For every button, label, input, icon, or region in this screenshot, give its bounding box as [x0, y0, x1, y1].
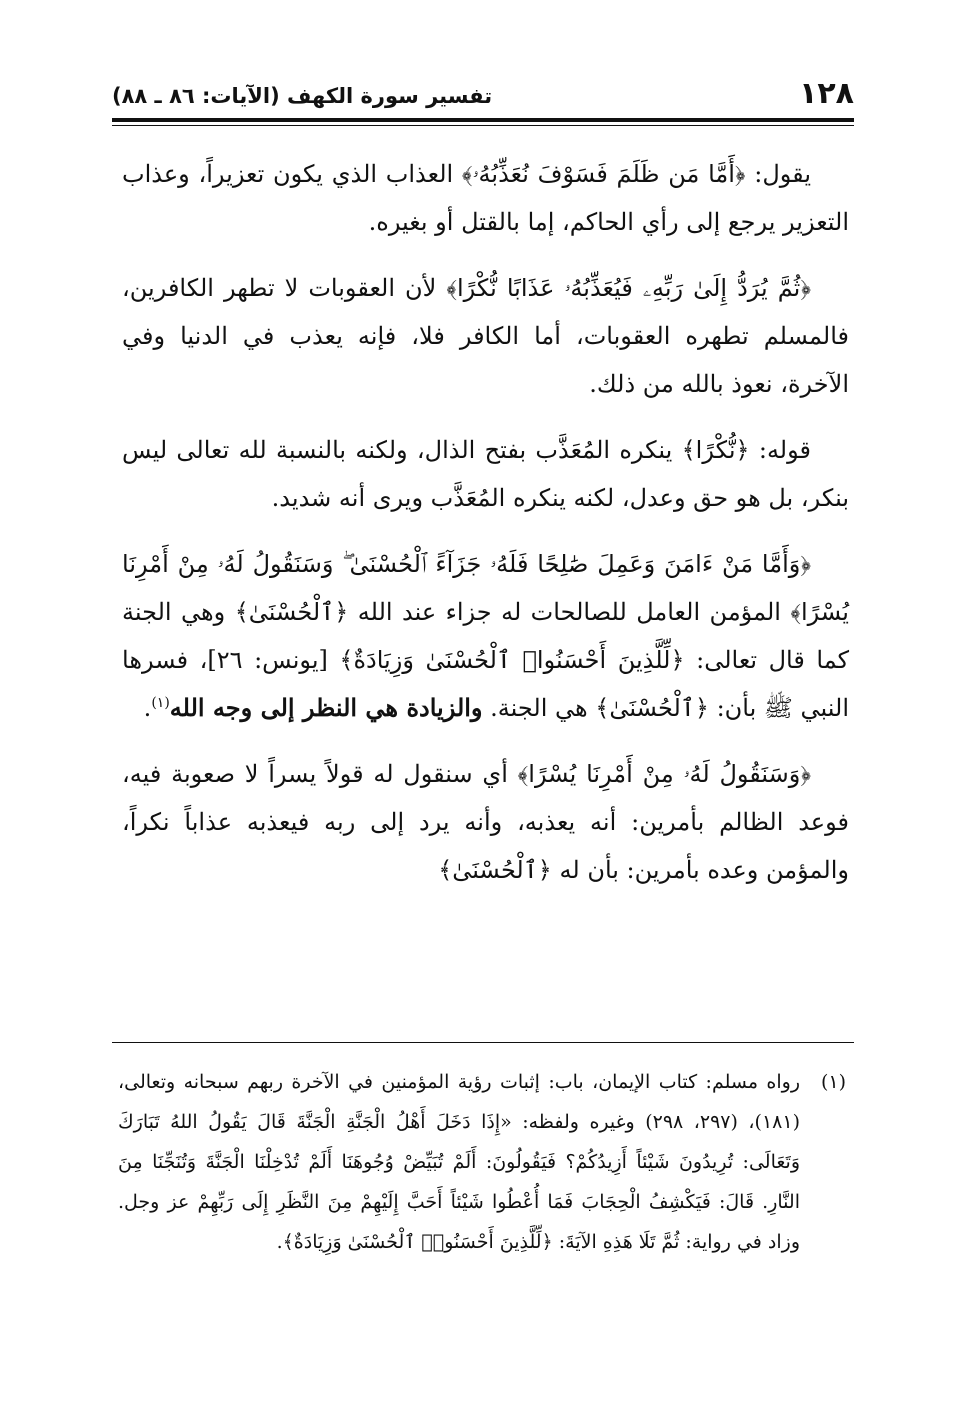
running-title: تفسير سورة الكهف (الآيات: ٨٦ ـ ٨٨)	[112, 84, 493, 108]
p3-text: ينكره المُعَذَّب بفتح الذال، ولكنه بالنسبة لله تعالى ليس بنكر، بل هو حق وعدل، لكنه ينكره المُعَذَّب ويرى أنه شديد.	[122, 436, 849, 512]
header-rule-thin	[112, 125, 854, 126]
p4-verse-3: ﴿لِّلَّذِينَ أَحْسَنُوا۟ ٱلْحُسْنَىٰ وَزِيَادَةٌ﴾	[339, 646, 685, 674]
p4-text-1: المؤمن العامل للصالحات له جزاء عند الله	[348, 598, 791, 626]
footnote-1	[118, 1062, 846, 1262]
p4-verse-4: ﴿ٱلْحُسْنَىٰ﴾	[595, 694, 709, 722]
p4-text-4: هي الجنة.	[482, 694, 596, 722]
header-rule-thick	[112, 118, 854, 122]
p1-verse: ﴿أَمَّا مَن ظَلَمَ فَسَوْفَ نُعَذِّبُهُۥ﴾	[461, 160, 746, 188]
p2-verse: ﴿ثُمَّ يُرَدُّ إِلَىٰ رَبِّهِۦ فَيُعَذِّبُهُۥ عَذَابًا نُّكْرًا﴾	[446, 274, 811, 302]
p4-verse-2: ﴿ٱلْحُسْنَىٰ﴾	[234, 598, 349, 626]
p5-verse-2: ﴿ٱلْحُسْنَىٰ﴾	[438, 856, 552, 884]
footnotes	[118, 1062, 846, 1262]
footnote-separator	[112, 1042, 854, 1043]
p4-end: .	[143, 694, 152, 722]
paragraph-2	[122, 264, 849, 408]
p1-intro: يقول:	[745, 160, 811, 188]
footnote-text: رواه مسلم: كتاب الإيمان، باب: إثبات رؤية المؤمنين في الآخرة ربهم سبحانه وتعالى، (١٨١)، (٢٩٧، ٢٩٨) وغيره ولفظه: «إِذَا دَخَلَ أَهْلُ الْجَنَّةِ الْجَنَّةَ قَالَ يَقُولُ اللهُ تَبَارَكَ وَتَعَالَى: تُرِيدُونَ شَيْئاً أَزِيدُكُمْ؟ فَيَقُولُونَ: أَلَمْ تُبَيِّضْ وُجُوهَنَا أَلَمْ تُدْخِلْنَا الْجَنَّةَ وَتُنَجِّنَا مِنَ النَّارِ. قَالَ: فَيَكْشِفُ الْحِجَابَ فَمَا أُعْطُوا شَيْئاً أَحَبَّ إِلَيْهِمْ مِنَ النَّظَرِ إِلَى رَبِّهِمْ عز وجل. وزاد في رواية: ثُمَّ تَلَا هَذِهِ الآيَةَ: ﴿لِّلَّذِينَ أَحْسَنُوا۟ ٱلْحُسْنَىٰ وَزِيَادَةٌ﴾.	[118, 1071, 801, 1253]
p3-verse: ﴿نُّكْرًا﴾	[681, 436, 750, 464]
paragraph-4	[122, 540, 849, 732]
p4-verse-1: ﴿وَأَمَّا مَنْ ءَامَنَ وَعَمِلَ صَٰلِحًا فَلَهُۥ جَزَآءً ٱلْحُسْنَىٰ ۖ وَسَنَقُولُ لَهُۥ مِنْ أَمْرِنَا يُسْرًا﴾	[122, 550, 849, 626]
footnote-number: (١)	[820, 1071, 846, 1093]
p4-text-3: [يونس: ٢٦]، فسرها النبي ﷺ بأن:	[122, 646, 849, 722]
paragraph-1	[122, 150, 849, 246]
p1-text: العذاب الذي يكون تعزيراً، وعذاب التعزير يرجع إلى رأي الحاكم، إما بالقتل أو بغيره.	[122, 160, 849, 236]
p3-intro: قوله:	[749, 436, 811, 464]
page-header	[112, 74, 854, 118]
main-text	[122, 150, 849, 912]
page-number: ١٢٨	[799, 76, 854, 111]
p5-verse-1: ﴿وَسَنَقُولُ لَهُۥ مِنْ أَمْرِنَا يُسْرًا﴾	[517, 760, 812, 788]
p2-text: لأن العقوبات لا تطهر الكافرين، فالمسلم تطهره العقوبات، أما الكافر فلا، فإنه يعذب في الدنيا وفي الآخرة، نعوذ بالله من ذلك.	[122, 274, 849, 398]
paragraph-5	[122, 750, 849, 894]
p4-text-2: وهي الجنة كما قال تعالى:	[122, 598, 849, 674]
paragraph-3	[122, 426, 849, 522]
p4-bold-statement: والزيادة هي النظر إلى وجه الله	[169, 693, 483, 722]
footnote-ref-1[interactable]: (١)	[151, 695, 170, 711]
p5-text-1: أي سنقول له قولاً يسراً لا صعوبة فيه، فوعد الظالم بأمرين: أنه يعذبه، وأنه يرد إلى ربه فيعذبه عذاباً نكراً، والمؤمن وعده بأمرين: بأن له	[122, 760, 849, 884]
